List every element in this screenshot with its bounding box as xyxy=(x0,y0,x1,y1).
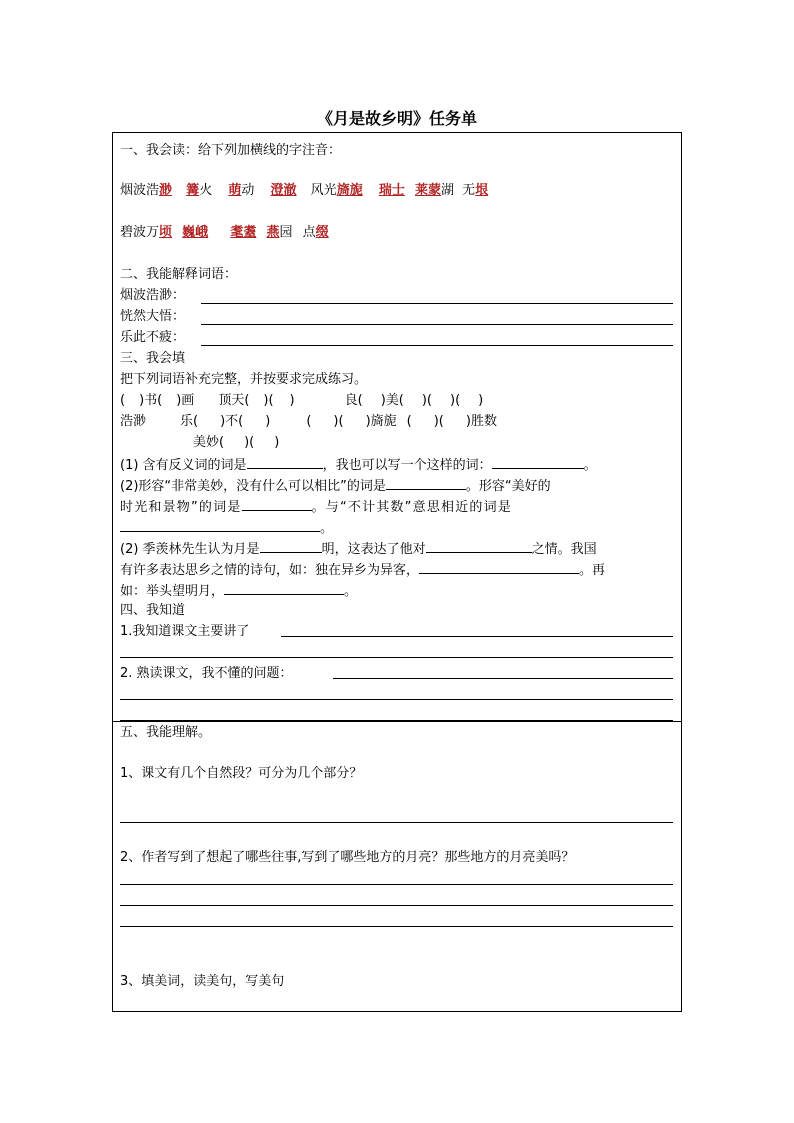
answer-line[interactable] xyxy=(201,324,673,325)
section1-heading: 一、我会读：给下列加横线的字注音： xyxy=(120,143,342,158)
fill-segment: 乐( xyxy=(180,414,199,429)
answer-line[interactable] xyxy=(120,905,673,906)
exercise-q1: (1) 含有反义词的词是 ，我也可以写一个这样的词： 。 xyxy=(120,454,675,476)
exercise-q2-line3: 。 xyxy=(120,517,675,539)
fill-segment: )( xyxy=(263,393,274,408)
fill-segment: )书( xyxy=(139,393,163,408)
define-label-1: 烟波浩渺： xyxy=(120,288,186,303)
answer-blank[interactable] xyxy=(419,559,579,574)
fill-segment: )( xyxy=(333,414,344,429)
answer-line[interactable] xyxy=(201,303,673,304)
fill-segment: ( xyxy=(406,414,412,429)
fill-segment: )不( xyxy=(220,414,244,429)
answer-blank[interactable] xyxy=(247,454,323,469)
task-box-upper xyxy=(112,132,682,722)
answer-line[interactable] xyxy=(333,678,673,679)
fill-segment: ( xyxy=(306,414,312,429)
section5-q2: 2、作者写到了想起了哪些往事,写到了哪些地方的月亮？那些地方的月亮美吗？ xyxy=(120,850,575,865)
word-item: 耄耋 xyxy=(230,225,257,240)
exercise-q2-line1: (2)形容“非常美妙，没有什么可以相比”的词是 。形容“美好的 xyxy=(120,475,675,497)
task-box-lower xyxy=(112,720,682,1012)
fill-segment: )( xyxy=(433,414,444,429)
word-item: 篝火 xyxy=(186,183,213,198)
fill-segment: )胜数 xyxy=(465,414,497,429)
exercise-q3-line3: 如：举头望明月， 。 xyxy=(120,580,675,602)
fill-segment: 顶天( xyxy=(218,393,250,408)
section4-q1: 1.我知道课文主要讲了 xyxy=(120,624,250,639)
answer-blank[interactable] xyxy=(426,538,532,553)
word-item: 莱蒙湖 xyxy=(415,183,455,198)
exercise-q2-line2: 时光和景物”的词是 。与“不计其数”意思相近的词是 xyxy=(120,496,675,518)
fill-segment: )画 xyxy=(176,393,195,408)
fill-segment: 良( xyxy=(344,393,363,408)
word-item: 澄澈 xyxy=(270,183,297,198)
exercise-q3-line2: 有许多表达思乡之情的诗句，如：独在异乡为异客， 。再 xyxy=(120,559,675,581)
fill-segment: 美妙( xyxy=(193,435,225,450)
answer-line[interactable] xyxy=(120,699,673,700)
section5-q1: 1、课文有几个自然段？可分为几个部分？ xyxy=(120,766,363,781)
pinyin-row-1 xyxy=(120,181,675,201)
word-item: 烟波浩渺 xyxy=(120,183,173,198)
word-item: 无垠 xyxy=(462,183,489,198)
section5-q3: 3、填美词，读美句，写美句 xyxy=(120,974,285,989)
section4-q2: 2. 熟读课文，我不懂的问题： xyxy=(120,666,293,681)
answer-blank[interactable] xyxy=(242,496,312,511)
section3-instruction: 把下列词语补充完整，并按要求完成练习。 xyxy=(120,372,368,387)
answer-line[interactable] xyxy=(120,657,673,658)
fill-segment: ( xyxy=(120,393,126,408)
fill-segment: )旖旎 xyxy=(365,414,397,429)
section5-heading: 五、我能理解。 xyxy=(120,725,212,740)
answer-blank[interactable] xyxy=(120,517,320,532)
word-item: 燕园 xyxy=(266,225,293,240)
section3-heading: 三、我会填 xyxy=(120,351,186,366)
word-item: 风光旖旎 xyxy=(310,183,363,198)
answer-line[interactable] xyxy=(120,822,673,823)
word-item: 萌动 xyxy=(228,183,255,198)
answer-line[interactable] xyxy=(201,345,673,346)
fill-segment: 浩渺 xyxy=(120,414,147,429)
answer-blank[interactable] xyxy=(386,475,466,490)
fill-segment: )( xyxy=(450,393,461,408)
answer-line[interactable] xyxy=(281,636,673,637)
word-item: 碧波万顷 xyxy=(120,225,173,240)
fill-row-3 xyxy=(193,433,675,453)
section2-heading: 二、我能解释词语： xyxy=(120,267,238,282)
fill-segment: ) xyxy=(289,393,295,408)
answer-blank[interactable] xyxy=(260,538,322,553)
fill-row-2 xyxy=(120,412,675,432)
fill-row-1 xyxy=(120,391,675,411)
exercise-q3-line1: (2) 季羡林先生认为月是 明，这表达了他对 之情。我国 xyxy=(120,538,675,560)
fill-segment: )( xyxy=(244,435,255,450)
define-label-2: 恍然大悟： xyxy=(120,309,186,324)
fill-segment: ) xyxy=(478,393,484,408)
answer-blank[interactable] xyxy=(224,580,344,595)
answer-line[interactable] xyxy=(120,884,673,885)
word-item: 巍峨 xyxy=(182,225,209,240)
fill-segment: )( xyxy=(421,393,433,408)
fill-segment: )美( xyxy=(380,393,404,408)
page-title: 《月是故乡明》任务单 xyxy=(316,109,477,128)
word-item: 点缀 xyxy=(302,225,329,240)
answer-line[interactable] xyxy=(120,926,673,927)
answer-blank[interactable] xyxy=(492,454,584,469)
fill-segment: ) xyxy=(265,414,271,429)
fill-segment: ) xyxy=(274,435,280,450)
word-item: 瑞士 xyxy=(378,183,405,198)
section4-heading: 四、我知道 xyxy=(120,603,186,618)
define-label-3: 乐此不疲： xyxy=(120,330,186,345)
pinyin-row-2 xyxy=(120,223,675,243)
